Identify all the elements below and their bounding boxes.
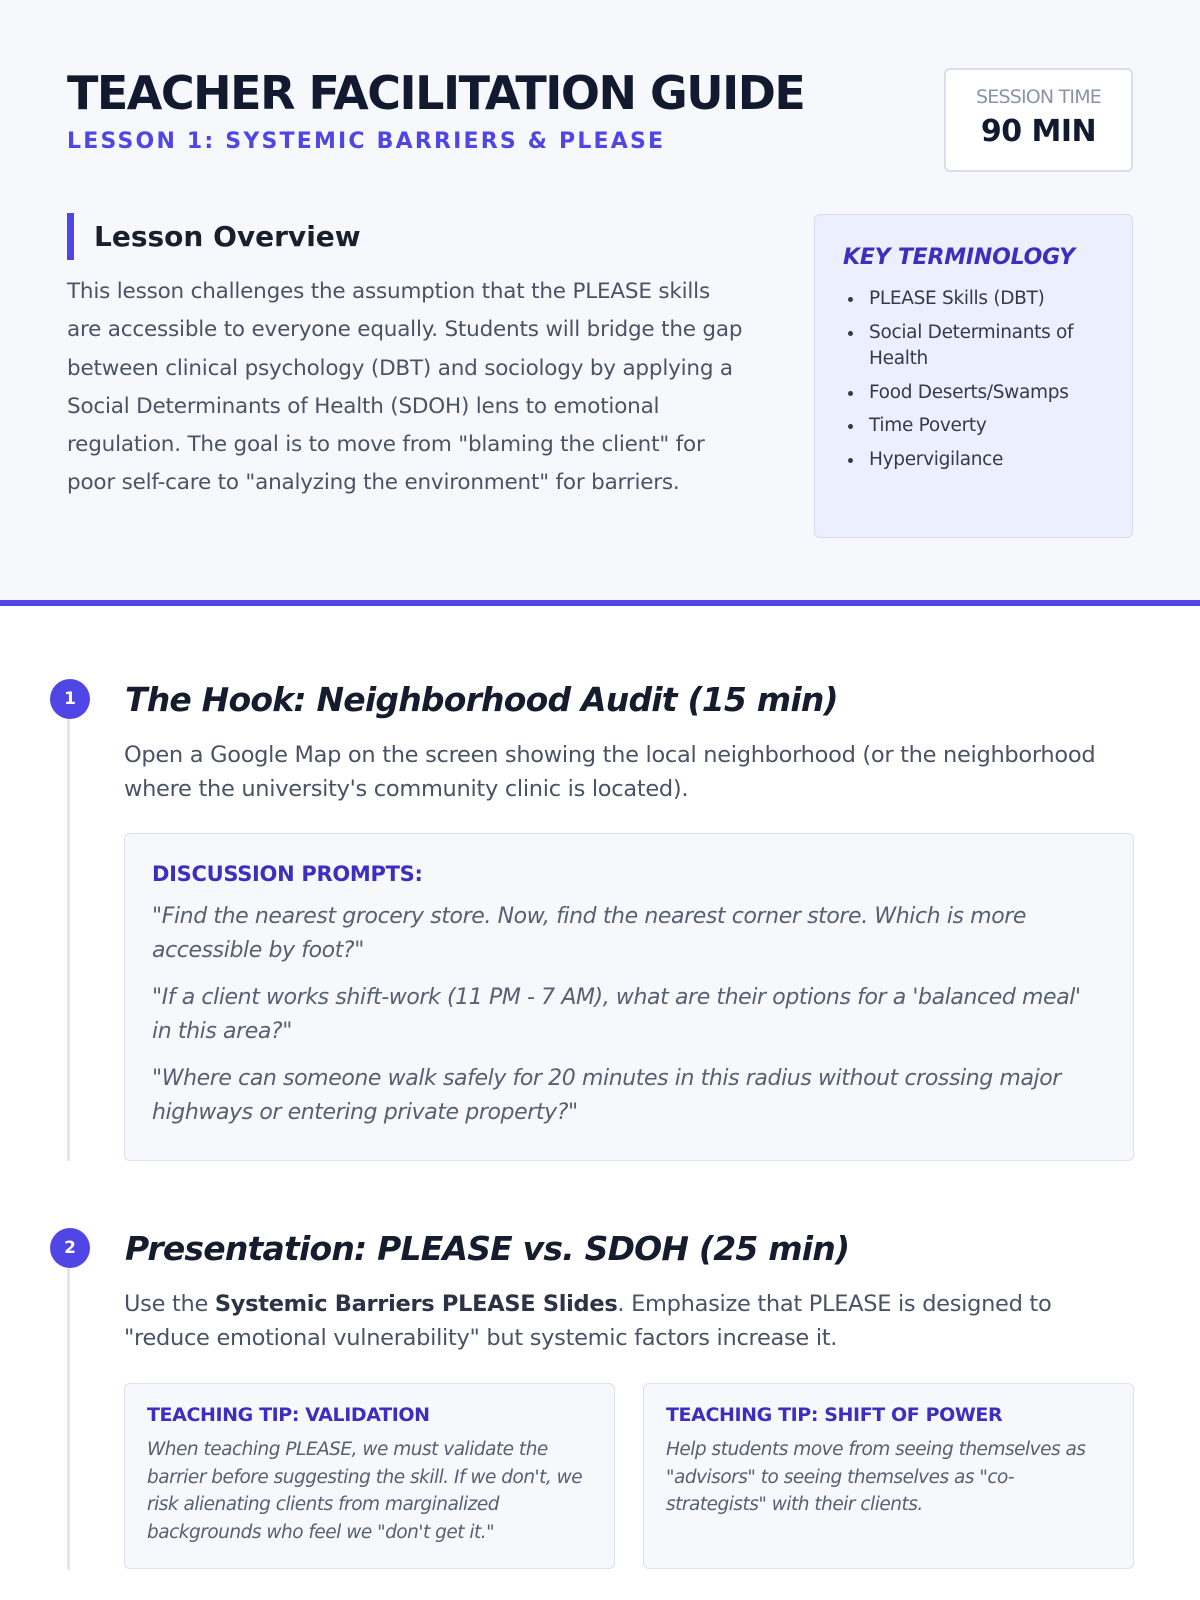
- step-text-before: Use the: [124, 1291, 215, 1317]
- teaching-tip-card: [643, 1383, 1134, 1569]
- terminology-item: PLEASE Skills (DBT): [843, 286, 1123, 313]
- header-section: [0, 0, 1200, 606]
- key-terminology-title: KEY TERMINOLOGY: [843, 245, 1075, 270]
- discussion-prompts-title: DISCUSSION PROMPTS:: [152, 862, 423, 886]
- step-number-badge: 2: [50, 1228, 90, 1268]
- teaching-tip-text: When teaching PLEASE, we must validate the barrier before suggesting the skill. If we don't, we risk alienating clients from marginalized backgrounds who feel we "don't get it.": [147, 1439, 583, 1543]
- slides-reference: Systemic Barriers PLEASE Slides: [214, 1291, 618, 1317]
- teaching-tip-card: [124, 1383, 615, 1569]
- terminology-item: Social Determinants of Health: [843, 320, 1123, 373]
- terminology-list: [843, 286, 1132, 473]
- terminology-item: Time Poverty: [843, 413, 1123, 440]
- step-number-badge: 1: [50, 679, 90, 719]
- discussion-prompt: "Where can someone walk safely for 20 minutes in this radius without crossing major highways or entering private property?": [152, 1066, 1061, 1125]
- lesson-subtitle: LESSON 1: SYSTEMIC BARRIERS & PLEASE: [67, 129, 666, 154]
- terminology-item: Food Deserts/Swamps: [843, 380, 1123, 407]
- timeline-line: [67, 1268, 70, 1570]
- teaching-tip-text: Help students move from seeing themselves as "advisors" to seeing themselves as "co-strategists" with their clients.: [666, 1439, 1086, 1515]
- timeline-line: [67, 719, 70, 1161]
- step-description: Open a Google Map on the screen showing the local neighborhood (or the neighborhood where the university's community clinic is located).: [124, 742, 1096, 802]
- step-title: Presentation: PLEASE vs. SDOH (25 min): [125, 1229, 850, 1268]
- discussion-prompt: "Find the nearest grocery store. Now, find the nearest corner store. Which is more accessible by foot?": [152, 904, 1027, 963]
- overview-heading: Lesson Overview: [67, 213, 361, 260]
- session-time-label: SESSION TIME: [975, 86, 1101, 108]
- overview-text: This lesson challenges the assumption that the PLEASE skills are accessible to everyone equally. Students will bridge the gap between clinical psychology (DBT) and sociology by applying a Social Determinants of Health (SDOH) lens to emotional regulation. The goal is to move from "blaming the client" for poor self-care to "analyzing the environment" for barriers.: [67, 279, 743, 496]
- session-time-value: 90 MIN: [980, 114, 1097, 149]
- teaching-tip-title: TEACHING TIP: SHIFT OF POWER: [666, 1404, 1003, 1426]
- terminology-item: Hypervigilance: [843, 447, 1123, 474]
- step-title: The Hook: Neighborhood Audit (15 min): [125, 680, 838, 719]
- step-description: [124, 1288, 1134, 1355]
- discussion-prompt: "If a client works shift-work (11 PM - 7 AM), what are their options for a 'balanced meal' in this area?": [152, 985, 1081, 1044]
- teaching-tip-title: TEACHING TIP: VALIDATION: [147, 1404, 430, 1426]
- session-time-card: [944, 68, 1133, 172]
- key-terminology-card: [814, 214, 1133, 538]
- page-title: TEACHER FACILITATION GUIDE: [67, 66, 805, 120]
- step-text-after: . Emphasize that PLEASE is designed to "reduce emotional vulnerability" but systemic factors increase it.: [124, 1291, 1052, 1351]
- discussion-prompts-card: [124, 833, 1134, 1161]
